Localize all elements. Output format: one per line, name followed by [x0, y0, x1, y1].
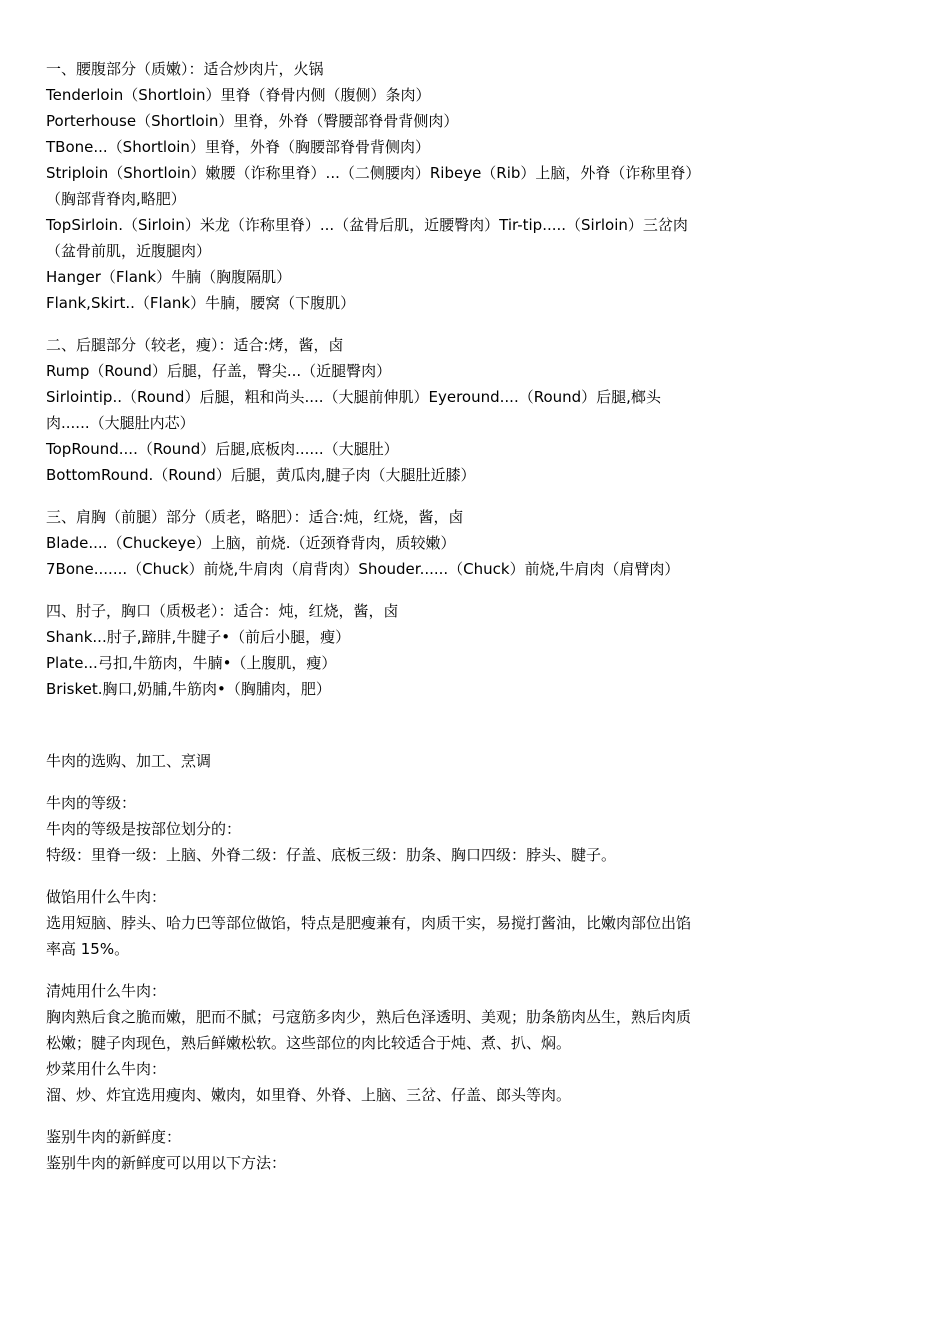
- cut-line: Plate...弓扣,牛筋肉，牛腩•（上腹肌，瘦）: [46, 654, 337, 672]
- spacer: [46, 962, 696, 978]
- block-heading: 做馅用什么牛肉：: [46, 888, 167, 906]
- section-heading: 二、后腿部分（较老，瘦）：适合:烤，酱，卤: [46, 336, 344, 354]
- cut-line: Sirlointip..（Round）后腿，粗和尚头....（大腿前伸肌）Eyeround....（Round）后腿,榔头肉......（大腿肚内芯）: [46, 388, 661, 432]
- spacer: [46, 582, 696, 598]
- body-text: 特级：里脊一级：上脑、外脊二级：仔盖、底板三级：肋条、胸口四级：脖头、腱子。: [46, 846, 617, 864]
- block-heading: 炒菜用什么牛肉：: [46, 1060, 167, 1078]
- article-title: 牛肉的选购、加工、烹调: [46, 752, 212, 770]
- cut-line: Striploin（Shortloin）嫩腰（诈称里脊）...（二侧腰肉）Ribeye（Rib）上脑，外脊（诈称里脊）（胸部背脊肉,略肥）: [46, 164, 693, 208]
- body-text: 溜、炒、炸宜选用瘦肉、嫩肉，如里脊、外脊、上脑、三岔、仔盖、郎头等肉。: [46, 1086, 572, 1104]
- cut-line: Porterhouse（Shortloin）里脊，外脊（臀腰部脊骨背侧肉）: [46, 112, 459, 130]
- block-heading: 清炖用什么牛肉：: [46, 982, 167, 1000]
- body-text: 鉴别牛肉的新鲜度可以用以下方法：: [46, 1154, 287, 1172]
- document-page: [46, 56, 696, 1176]
- cut-line: Tenderloin（Shortloin）里脊（脊骨内侧（腹侧）条肉）: [46, 86, 431, 104]
- cut-line: TopSirloin.（Sirloin）米龙（诈称里脊）...（盆骨后肌，近腰臀肉）Tir-tip.....（Sirloin）三岔肉（盆骨前肌，近腹腿肉）: [46, 216, 688, 260]
- block-heading: 牛肉的等级：: [46, 794, 137, 812]
- section-heading: 一、腰腹部分（质嫩）：适合炒肉片，火锅: [46, 60, 324, 78]
- cut-line: Flank,Skirt..（Flank）牛腩，腰窝（下腹肌）: [46, 294, 356, 312]
- section-heading: 三、肩胸（前腿）部分（质老，略肥）：适合:炖，红烧，酱，卤: [46, 508, 464, 526]
- body-text: 选用短脑、脖头、哈力巴等部位做馅，特点是肥瘦兼有，肉质干实，易搅打酱油，比嫩肉部位出馅率高 15%。: [46, 914, 692, 958]
- body-text: 胸肉熟后食之脆而嫩，肥而不腻；弓寇筋多肉少，熟后色泽透明、美观；肋条筋肉丛生，熟后肉质松嫩；腱子肉现色，熟后鲜嫩松软。这些部位的肉比较适合于炖、煮、扒、焖。: [46, 1008, 692, 1052]
- spacer: [46, 1108, 696, 1124]
- spacer: [46, 488, 696, 504]
- cut-line: Shank...肘子,蹄肨,牛腱子•（前后小腿，瘦）: [46, 628, 351, 646]
- cut-line: TBone...（Shortloin）里脊，外脊（胸腰部脊骨背侧肉）: [46, 138, 430, 156]
- body-text: 牛肉的等级是按部位划分的：: [46, 820, 242, 838]
- spacer: [46, 316, 696, 332]
- cut-line: 7Bone.......（Chuck）前烧,牛肩肉（肩背肉）Shouder......（Chuck）前烧,牛肩肉（肩臂肉）: [46, 560, 680, 578]
- cut-line: Brisket.胸口,奶脯,牛筋肉•（胸脯肉，肥）: [46, 680, 331, 698]
- block-heading: 鉴别牛肉的新鲜度：: [46, 1128, 182, 1146]
- cut-line: Hanger（Flank）牛腩（胸腹隔肌）: [46, 268, 292, 286]
- spacer: [46, 702, 696, 748]
- section-heading: 四、肘子，胸口（质极老）：适合：炖，红烧，酱，卤: [46, 602, 399, 620]
- cut-line: Rump（Round）后腿，仔盖，臀尖...（近腿臀肉）: [46, 362, 392, 380]
- cut-line: TopRound....（Round）后腿,底板肉......（大腿肚）: [46, 440, 399, 458]
- spacer: [46, 774, 696, 790]
- cut-line: BottomRound.（Round）后腿，黄瓜肉,腱子肉（大腿肚近膝）: [46, 466, 476, 484]
- cut-line: Blade....（Chuckeye）上脑，前烧.（近颈脊背肉，质较嫩）: [46, 534, 456, 552]
- spacer: [46, 868, 696, 884]
